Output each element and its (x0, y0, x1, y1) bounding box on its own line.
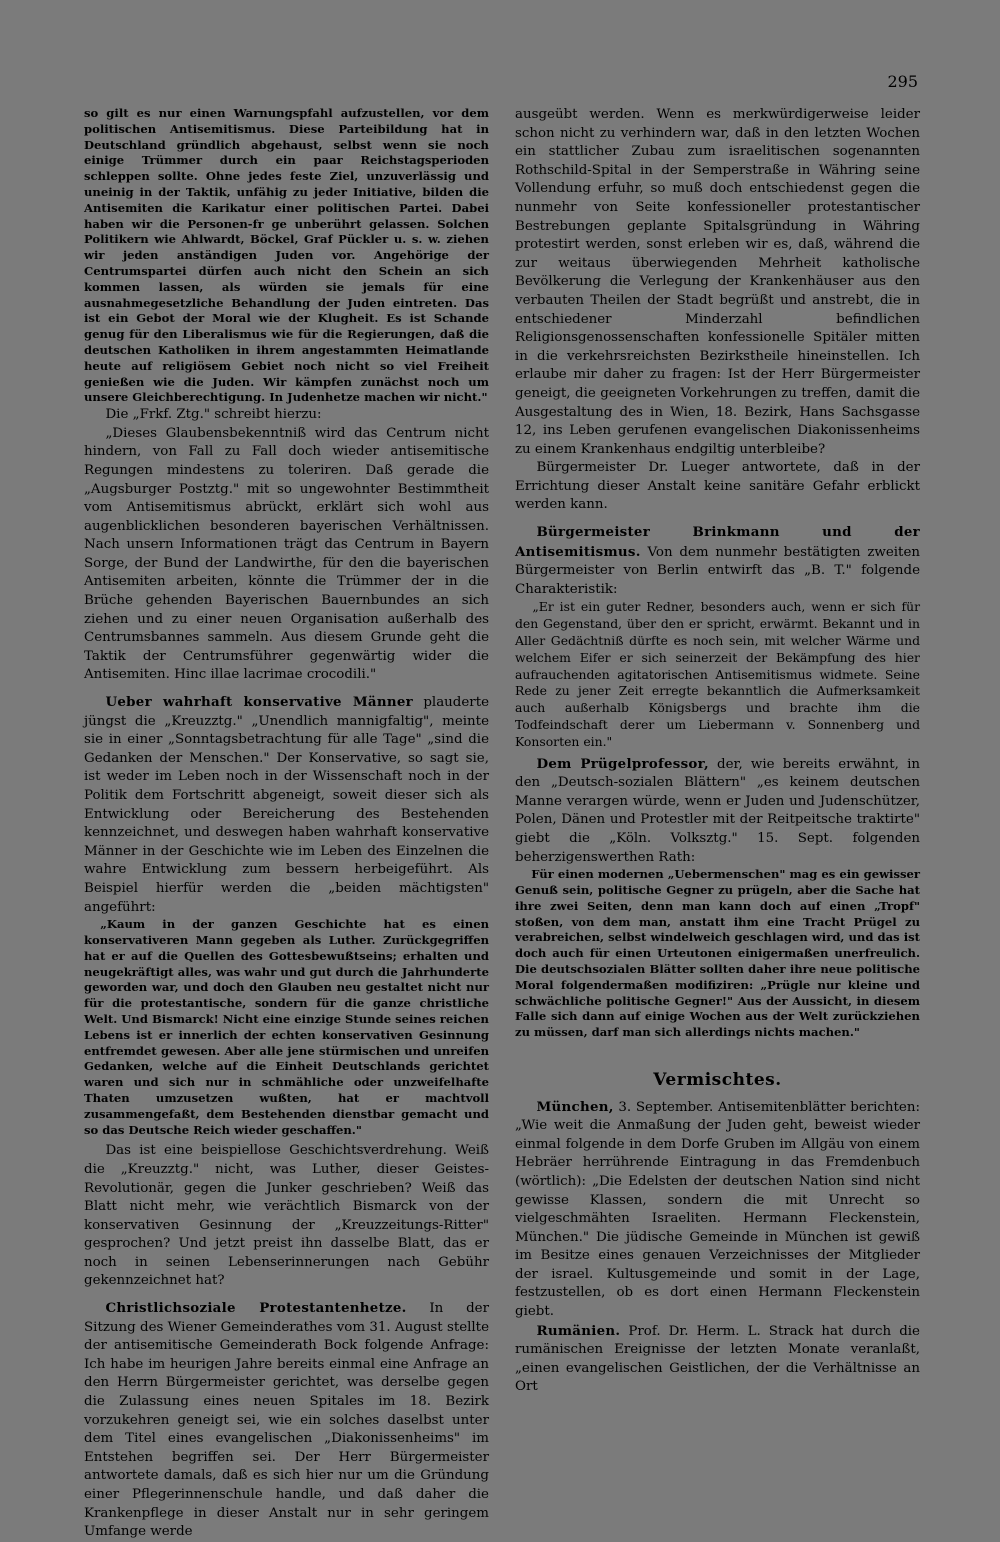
quote-text: Für einen modernen „Uebermenschen" mag es ein gewisser Genuß sein, politische Gegner zu prügeln, aber die Sache hat ihre zwei Seiten, denn man kann doch auf einen „Tropf" stoßen, von dem man, anstatt ihm eine Tracht Prügel zu verabreichen, selbst windelweich geschlagen wird, und das ist doch auch für einen Urteutonen einigermaßen unerfreulich. Die deutschsozialen Blätter sollten daher ihre neue politische Moral folgendermaßen modifiziren: „Prügle nur kleine und schwächliche politische Gegner!" Aus der Aussicht, in diesem Falle sich dann auf einige Wochen aus der Welt zurückziehen zu müssen, darf man sich allerdings nichts machen." (515, 867, 920, 1040)
spacer (84, 685, 489, 693)
article-text: plauderte jüngst die „Kreuzztg." „Unendlich mannigfaltig", meinte sie in einer „Sonntagsbetrachtung für alle Tage" „sind die Gedanken der Menschen." Der Konservative, so sagt sie, ist weder im Leben noch in der Wissenschaft noch in der Politik dem Fortschritt abgeneigt, soweit dieser sich als Entwicklung oder Bereicherung des Bestehenden kennzeichnet, und deswegen haben wahrhaft konservative Männer in der Geschichte wie im Leben des Einzelnen die wahre Entwicklung zum bessern herbeigeführt. Als Beispiel hierfür werden die „beiden mächtigsten" angeführt: (84, 695, 490, 915)
article-heading: München, (536, 1098, 614, 1115)
block-quote (84, 917, 489, 1138)
article-text: Prof. Dr. Herm. L. Strack hat durch die rumänischen Ereignisse der letzten Monate veranlaßt, „einen evangelischen Geistlichen, der die Verhältnisse an Ort (515, 1323, 920, 1395)
article-heading: Rumänien. (536, 1322, 621, 1339)
article-text: Von dem nunmehr bestätigten zweiten Bürgermeister von Berlin entwirft das „B. T." folgende Charakteristik: (515, 544, 920, 597)
article-text: In der Sitzung des Wiener Gemeinderathes vom 31. August stellte der antisemitische Gemeinderath Bock folgende Anfrage: Ich habe im heurigen Jahre bereits einmal eine Anfrage an den Herrn Bürgermeister gerichtet, was derselbe gegen die Zulassung eines neuen Spitales im 18. Bezirk vorzukehren geneigt sei, wie ein solches daselbst unter dem Titel eines evangelischen „Diakonissenheims" im Entstehen begriffen sei. Der Herr Bürgermeister antwortete damals, daß es sich hier nur um die Gründung einer Pflegerinnenschule handle, und daß daher die Krankenpflege in dieser Anstalt nur in sehr geringem Umfange werde (84, 1301, 489, 1540)
paragraph: ausgeübt werden. Wenn es merkwürdigerweise leider schon nicht zu verhindern war, daß in den letzten Wochen ein stattlicher Zubau zum israelitischen sogenannten Rothschild-Spital in der Semperstraße in Währing seine Vollendung erfuhr, so muß doch entschiedenst gegen die nunmehr von Seite konfessioneller protestantischer Bestrebungen geplante Spitalsgründung in Währing protestirt werden, sonst erleben wir es, daß, während die zur weitaus überwiegenden Mehrheit katholische Bevölkerung die Verlegung der Krankenhäuser aus den verbauten Theilen der Stadt begrüßt und anstrebt, die in entschiedener Minderzahl befindlichen Religionsgenossenschaften konfessionelle Spitäler mitten in die verkehrsreichsten Bezirkstheile hineinstellen. Ich erlaube mir daher zu fragen: Ist der Herr Bürgermeister geneigt, die geeigneten Vorkehrungen zu treffen, damit die Ausgestaltung des in Wien, 18. Bezirk, Hans Sachsgasse 12, ins Leben gerufenen evangelischen Diakonissenheims zu einem Krankenhaus endgiltig unterbleibe? (515, 107, 920, 457)
article-heading: Ueber wahrhaft konservative Männer (105, 694, 413, 711)
paragraph: „Dieses Glaubensbekenntniß wird das Centrum nicht hindern, von Fall zu Fall doch wieder antisemitische Regungen mindestens zu toleriren. Daß gerade die „Augsburger Postztg." mit so ungewohnter Bestimmtheit vom Antisemitismus abrückt, erklärt sich wohl aus augenblicklichen besonderen bayerischen Verhältnissen. Nach unsern Informationen trägt das Centrum in Bayern Sorge, der Bund der Landwirthe, für den die bayerischen Antisemiten arbeiten, könnte die Trümmer der in die Brüche gehenden Bayerischen Bauernbundes an sich ziehen und zu einer neuen Organisation außerhalb des Centrumsbannes sammeln. Aus diesem Grunde geht die Taktik der Centrumsführer gegenwärtig wider die Antisemiten. Hinc illae lacrimae crocodili." (84, 425, 489, 683)
block-quote (515, 867, 920, 1041)
article-text: 3. September. Antisemitenblätter berichten: „Wie weit die Anmaßung der Juden geht, beweist wieder einmal folgende in dem Dorfe Gruben im Allgäu von einem Hebräer herrührende Eintragung in das Fremdenbuch (wörtlich): „Die Edelsten der deutschen Nation sind nicht gewisse Klassen, sondern die mit Unrecht so vielgeschmähten Israeliten. Hermann Fleckenstein, München." Die jüdische Gemeinde in München ist gewiß im Besitze eines genauen Verzeichnisses der Mitglieder der israel. Kultusgemeinde und somit in der Lage, festzustellen, ob es dort einen Hermann Fleckenstein giebt. (515, 1099, 920, 1320)
article-heading: Dem Prügelprofessor, (536, 755, 709, 772)
article (84, 693, 489, 917)
paragraph: Das ist eine beispiellose Geschichtsverdrehung. Weiß die „Kreuzztg." nicht, was Luther, dieser Geistes-Revolutionär, gegen die Junker geschrieben? Weiß das Blatt nicht mehr, wie verächtlich Bismarck von der konservativen Gesinnung der „Kreuzzeitungs-Ritter" gesprochen? Und jetzt preist ihn dasselbe Blatt, das er noch in seinen Lebenserinnerungen nach Gebühr gekennzeichnet hat? (84, 1143, 489, 1289)
article (515, 755, 920, 868)
article-heading: Christlichsoziale Protestantenhetze. (105, 1300, 407, 1317)
article (84, 1299, 489, 1542)
article-text: der, wie bereits erwähnt, in den „Deutsch-sozialen Blättern" „es keinem deutschen Manne verargen würde, wenn er Juden und Judenschützer, Polen, Dänen und Protestler mit der Reitpeitsche traktirte" giebt die „Köln. Volksztg." 15. Sept. folgenden beherzigenswerthen Rath: (515, 756, 920, 865)
spacer (515, 515, 920, 523)
article (515, 1322, 920, 1397)
quote-text: „Er ist ein guter Redner, besonders auch, wenn er sich für den Gegenstand, über den er spricht, erwärmt. Bekannt und in Aller Gedächtniß dürfte es noch sein, mit welcher Wärme und welchem Eifer er sich seinerzeit der Bekämpfung des hier aufrauchenden agitatorischen Antisemitismus widmete. Seine Rede zu jener Zeit erregte bekanntlich die Aufmerksamkeit auch außerhalb Königsbergs und brachte ihm die Todfeindschaft derer um Liebermann v. Sonnenberg und Konsorten ein." (515, 599, 920, 749)
section-heading: Vermischtes. (653, 1069, 782, 1090)
block-quote (515, 599, 920, 750)
left-column (84, 106, 489, 1542)
paragraph: Bürgermeister Dr. Lueger antwortete, daß in der Errichtung dieser Anstalt keine sanitäre Gefahr erblickt werden kann. (515, 460, 920, 513)
spacer (84, 1291, 489, 1299)
page-number: 295 (887, 72, 918, 91)
article (515, 1098, 920, 1322)
article (515, 523, 920, 599)
right-column (515, 106, 920, 1397)
quote-text: „Kaum in der ganzen Geschichte hat es einen konservativeren Mann gegeben als Luther. Zurückgegriffen hat er auf die Quellen des Gottesbewußtseins; erhalten und neugekräftigt alles, was wahr und gut durch die Jahrhunderte geworden war, und doch den Glauben neu gestaltet nicht nur für die protestantische, sondern für die ganze christliche Welt. Und Bismarck! Nicht eine einzige Stunde seines reichen Lebens ist er innerlich der echten konservativen Gesinnung entfremdet gewesen. Aber alle jene stürmischen und unreifen Gedanken, welche auf die Einheit Deutschlands gerichtet waren und sich nur in schmähliche oder unzweifelhafte Thaten umzusetzen wußten, hat er machtvoll zusammengefaßt, dem Bestehenden dienstbar gemacht und so das Deutsche Reich wieder geschaffen." (84, 917, 489, 1137)
paragraph: so gilt es nur einen Warnungspfahl aufzustellen, vor dem politischen Antisemitismus. Diese Parteibildung hat in Deutschland gründlich abgehaust, selbst wenn sie noch einige Trümmer durch ein paar Reichstagsperioden schleppen sollte. Ohne jedes feste Ziel, unzuverlässig und uneinig in der Taktik, unfähig zu jeder Initiative, bilden die Antisemiten die Karikatur einer politischen Partei. Dabei haben wir die Personen-fr ge unberührt gelassen. Solchen Politikern wie Ahlwardt, Böckel, Graf Pückler u. s. w. ziehen wir jeden anständigen Juden vor. Angehörige der Centrumspartei dürfen auch nicht den Schein an sich kommen lassen, als würden sie jemals für eine ausnahmegesetzliche Behandlung der Juden eintreten. Das ist ein Gebot der Moral wie der Klugheit. Es ist Schande genug für den Liberalismus wie für die Regierungen, daß die deutschen Katholiken in ihrem angestammten Heimatlande heute auf religiösem Gebiet noch nicht so viel Freiheit genießen wie die Juden. Wir kämpfen zunächst noch um unsere Gleichberechtigung. In Judenhetze machen wir nicht." (84, 106, 489, 405)
article-heading: Bürgermeister Brinkmann und der Antisemitismus. (515, 524, 920, 560)
paragraph: Die „Frkf. Ztg." schreibt hierzu: (105, 407, 322, 423)
